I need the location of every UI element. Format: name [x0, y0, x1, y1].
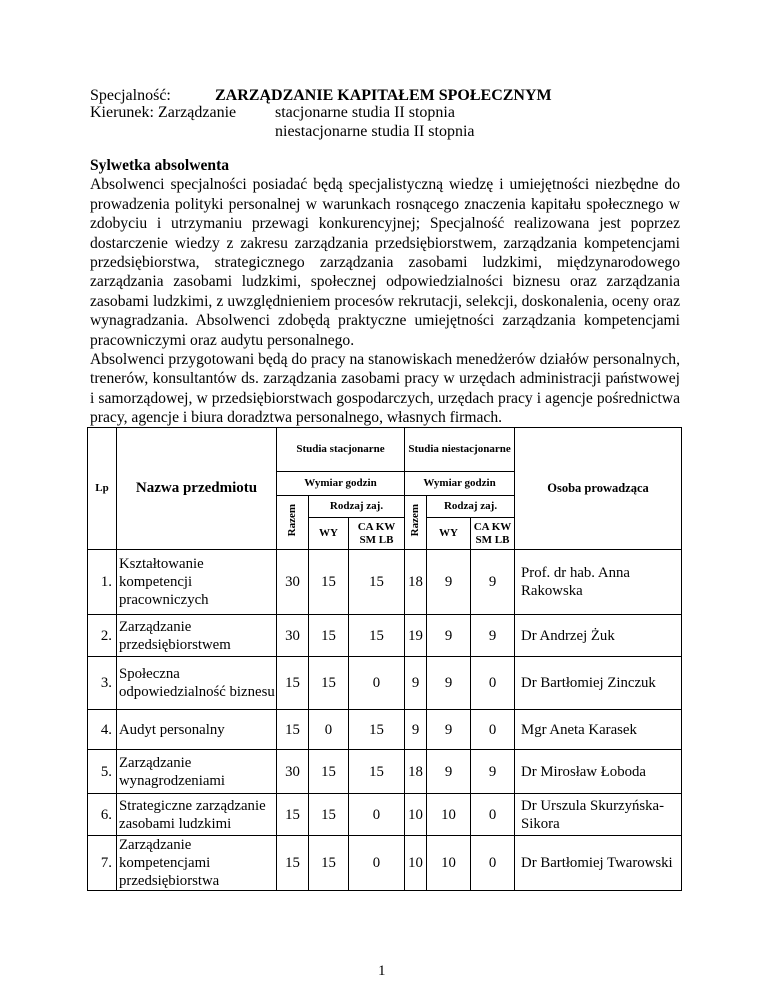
fulltime-classes: 15 — [349, 710, 405, 750]
fulltime-total: 15 — [277, 794, 309, 836]
header-type-fulltime: Rodzaj zaj. — [309, 496, 405, 518]
fulltime-classes: 0 — [349, 794, 405, 836]
table-row — [88, 550, 682, 615]
header-course-name: Nazwa przedmiotu — [117, 428, 277, 550]
header-fulltime: Studia stacjonarne — [277, 428, 405, 472]
fulltime-lecture: 15 — [309, 550, 349, 615]
parttime-lecture: 9 — [427, 657, 471, 710]
lecturer: Dr Urszula Skurzyńska-Sikora — [515, 794, 682, 836]
header-lp: Lp — [88, 428, 117, 550]
profile-title: Sylwetka absolwenta — [90, 157, 230, 174]
row-number: 7. — [88, 836, 117, 891]
study-mode-parttime: niestacjonarne studia II stopnia — [275, 123, 475, 140]
course-name: Audyt personalny — [117, 710, 277, 750]
fulltime-total: 30 — [277, 615, 309, 657]
study-mode-fulltime: stacjonarne studia II stopnia — [275, 104, 455, 121]
parttime-total: 10 — [405, 836, 427, 891]
fulltime-total: 15 — [277, 657, 309, 710]
header-lecture-fulltime: WY — [309, 518, 349, 550]
parttime-lecture: 9 — [427, 710, 471, 750]
header-lecture-parttime: WY — [427, 518, 471, 550]
fulltime-total: 15 — [277, 836, 309, 891]
fulltime-classes: 0 — [349, 836, 405, 891]
table-row — [88, 710, 682, 750]
header-total-parttime: Razem — [405, 496, 427, 550]
row-number: 2. — [88, 615, 117, 657]
fulltime-lecture: 0 — [309, 710, 349, 750]
profile-paragraph-1: Absolwenci specjalności posiadać będą specjalistyczną wiedzę i umiejętności niezbędne do prowadzenia polityki personalnej w warunkach rosnącego znaczenia kapitału społecznego w zdobyciu i utrzymaniu przewagi konkurencyjnej; Specjalność realizowana jest poprzez dostarczenie wiedzy z zakresu zarządzania przedsiębiorstwem, zarządzania kompetencjami przedsiębiorstwa, strategicznego zarządzania zasobami ludzkimi, międzynarodowego zarządzania zasobami ludzkimi, społecznej odpowiedzialności biznesu oraz zarządzania zasobami ludzkimi, z uwzględnieniem procesów rekrutacji, selekcji, doskonalenia, oceny oraz wynagradzania. Absolwenci zdobędą praktyczne umiejętności zarządzania kompetencjami pracowniczymi oraz audytu personalnego. — [90, 176, 680, 349]
parttime-lecture: 9 — [427, 550, 471, 615]
direction-label: Kierunek: Zarządzanie — [90, 104, 237, 121]
parttime-classes: 9 — [471, 615, 515, 657]
lecturer: Mgr Aneta Karasek — [515, 710, 682, 750]
profile-paragraph-2: Absolwenci przygotowani będą do pracy na stanowiskach menedżerów działów personalnych, trenerów, konsultantów ds. zarządzania zasobami pracy w urzędach administracji państwowej i samorządowej, w przedsiębiorstwach gospodarczych, urzędach pracy i agencje pośrednictwa pracy, agencje i biura doradztwa personalnego, własnych firmach. — [90, 351, 680, 427]
row-number: 3. — [88, 657, 117, 710]
row-number: 4. — [88, 710, 117, 750]
lecturer: Dr Bartłomiej Zinczuk — [515, 657, 682, 710]
table-row — [88, 794, 682, 836]
page-number: 1 — [378, 963, 386, 979]
parttime-classes: 0 — [471, 710, 515, 750]
table-row — [88, 657, 682, 710]
course-name: Społeczna odpowiedzialność biznesu — [117, 657, 277, 710]
header-type-parttime: Rodzaj zaj. — [427, 496, 515, 518]
lecturer: Dr Mirosław Łoboda — [515, 750, 682, 794]
courses-table — [87, 427, 682, 891]
parttime-total: 9 — [405, 657, 427, 710]
parttime-lecture: 10 — [427, 794, 471, 836]
parttime-total: 9 — [405, 710, 427, 750]
course-name: Zarządzanie wynagrodzeniami — [117, 750, 277, 794]
fulltime-total: 30 — [277, 750, 309, 794]
course-name: Kształtowanie kompetencji pracowniczych — [117, 550, 277, 615]
header-lecturer: Osoba prowadząca — [515, 428, 682, 550]
parttime-classes: 9 — [471, 750, 515, 794]
course-name: Strategiczne zarządzanie zasobami ludzkimi — [117, 794, 277, 836]
fulltime-total: 15 — [277, 710, 309, 750]
graduate-profile — [90, 156, 680, 428]
parttime-total: 10 — [405, 794, 427, 836]
parttime-lecture: 9 — [427, 750, 471, 794]
table-row — [88, 836, 682, 891]
parttime-total: 18 — [405, 750, 427, 794]
header-parttime: Studia niestacjonarne — [405, 428, 515, 472]
fulltime-lecture: 15 — [309, 750, 349, 794]
fulltime-lecture: 15 — [309, 615, 349, 657]
fulltime-lecture: 15 — [309, 836, 349, 891]
fulltime-classes: 15 — [349, 750, 405, 794]
header-classes-fulltime: CA KW SM LB — [349, 518, 405, 550]
lecturer: Dr Andrzej Żuk — [515, 615, 682, 657]
header-hours-fulltime: Wymiar godzin — [277, 472, 405, 496]
parttime-classes: 0 — [471, 794, 515, 836]
header-classes-parttime: CA KW SM LB — [471, 518, 515, 550]
parttime-lecture: 10 — [427, 836, 471, 891]
specialty-name: ZARZĄDZANIE KAPITAŁEM SPOŁECZNYM — [215, 87, 552, 104]
fulltime-total: 30 — [277, 550, 309, 615]
row-number: 6. — [88, 794, 117, 836]
parttime-total: 18 — [405, 550, 427, 615]
fulltime-classes: 15 — [349, 615, 405, 657]
header-hours-parttime: Wymiar godzin — [405, 472, 515, 496]
header-total-fulltime: Razem — [277, 496, 309, 550]
lecturer: Dr Bartłomiej Twarowski — [515, 836, 682, 891]
parttime-total: 19 — [405, 615, 427, 657]
parttime-classes: 0 — [471, 657, 515, 710]
fulltime-classes: 0 — [349, 657, 405, 710]
row-number: 1. — [88, 550, 117, 615]
row-number: 5. — [88, 750, 117, 794]
table-row — [88, 615, 682, 657]
parttime-classes: 9 — [471, 550, 515, 615]
course-name: Zarządzanie kompetencjami przedsiębiorstwa — [117, 836, 277, 891]
specialty-label: Specjalność: — [90, 87, 171, 104]
fulltime-classes: 15 — [349, 550, 405, 615]
course-name: Zarządzanie przedsiębiorstwem — [117, 615, 277, 657]
parttime-lecture: 9 — [427, 615, 471, 657]
fulltime-lecture: 15 — [309, 657, 349, 710]
table-row — [88, 750, 682, 794]
parttime-classes: 0 — [471, 836, 515, 891]
fulltime-lecture: 15 — [309, 794, 349, 836]
lecturer: Prof. dr hab. Anna Rakowska — [515, 550, 682, 615]
